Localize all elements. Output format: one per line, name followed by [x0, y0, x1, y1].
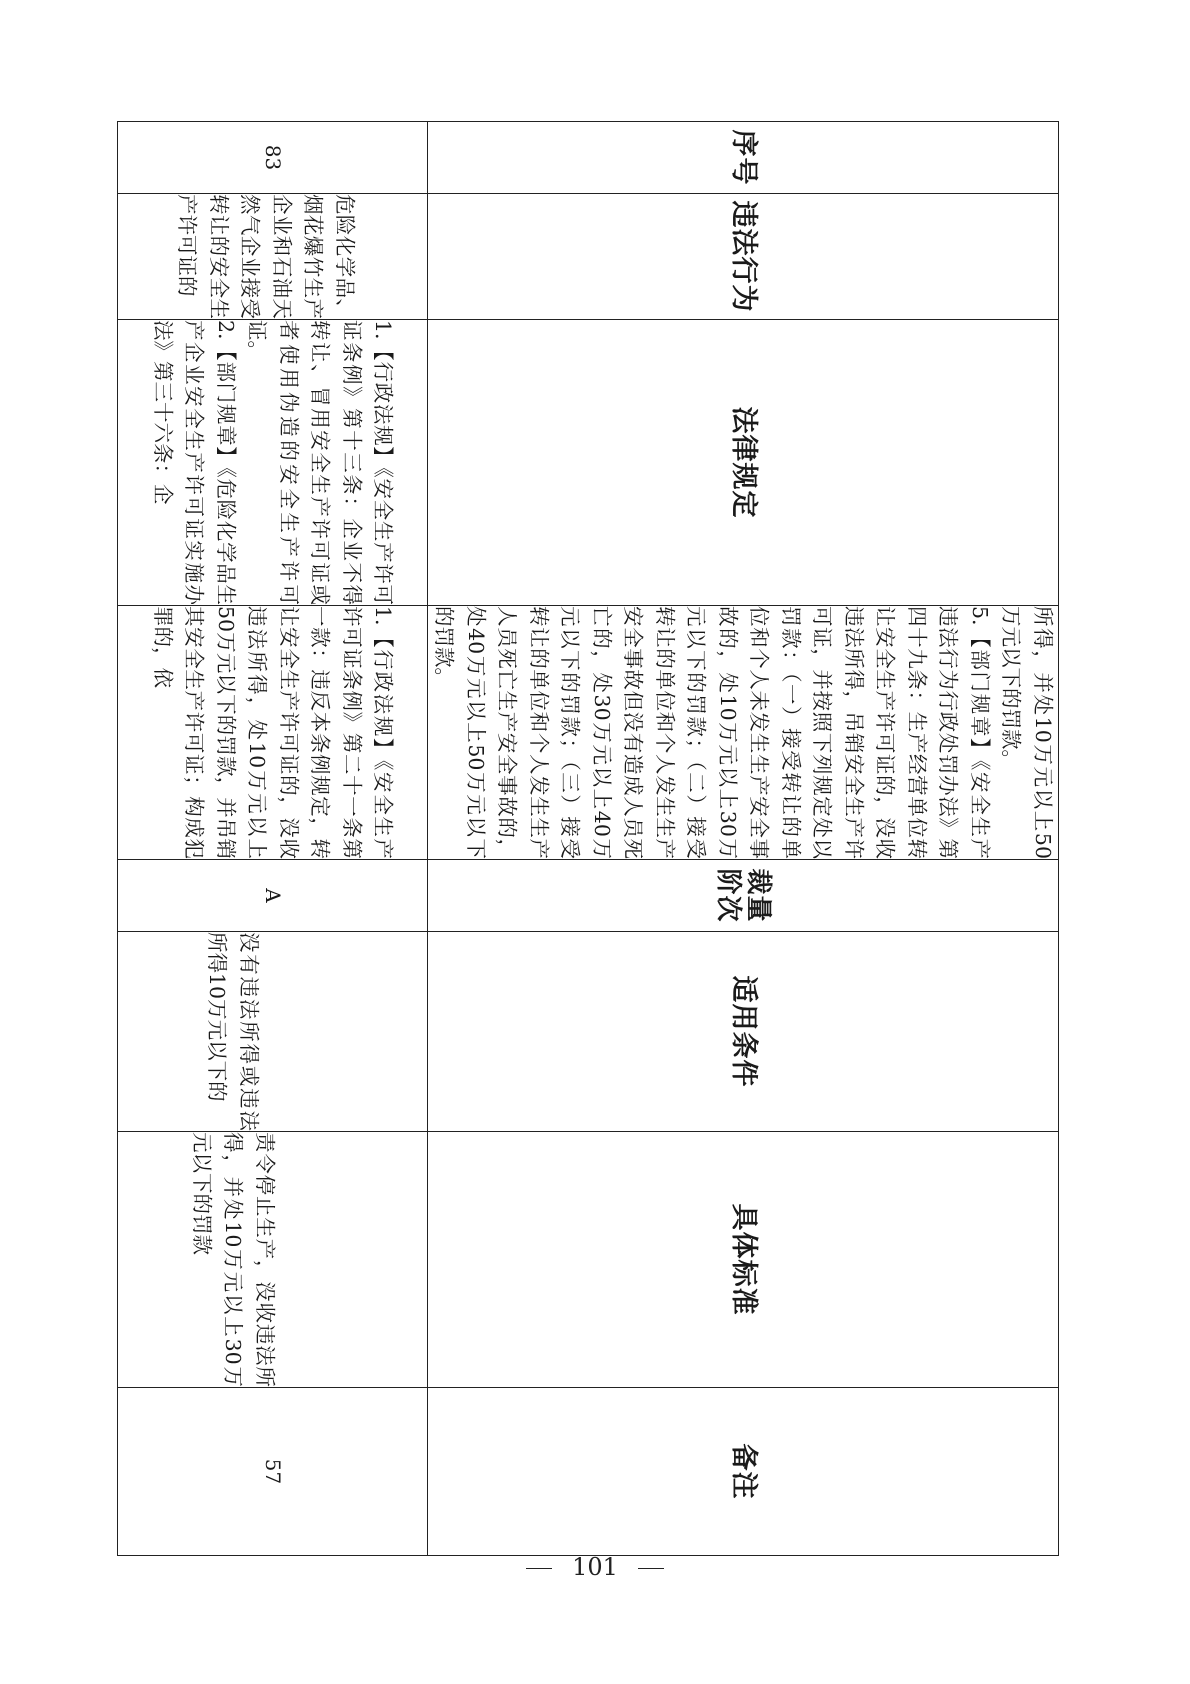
header-level-line2: 阶次 — [713, 868, 743, 923]
penalty-basis-continuation-text: 所得，并处10万元以上50万元以下的罚款。 5.【部门规章】《安全生产违法行为行政处罚办法》第四十九条：生产经营单位转让安全生产许可证的，没收违法所得，吊销安全生产许可证，并按照下列规定处以罚款：（一）接受转让的单位和个人未发生生产安全事故的，处10万元以上30万元以下的罚款；（二）接受转让的单位和个人发生生产安全事故但没有造成人员死亡的，处30万元以上40万元以下的罚款；（三）接受转让的单位和个人发生生产人员死亡生产安全事故的，处40万元以上50万元以下的罚款。 — [432, 606, 1055, 859]
page-number-text: 101 — [572, 1553, 618, 1581]
row-condition: 没有违法所得或违法所得10万元以下的 — [118, 932, 428, 1132]
header-level-line1: 裁量 — [743, 868, 773, 923]
row-standard: 责令停止生产，没收违法所得，并处10万元以上30万元以下的罚款 — [118, 1132, 428, 1388]
row-level: A — [118, 860, 428, 932]
header-condition: 适用条件 — [428, 932, 1059, 1132]
header-violation: 违法行为 — [428, 194, 1059, 320]
penalty-table — [117, 121, 1059, 1556]
header-level — [428, 860, 1059, 932]
header-remark: 备注 — [428, 1388, 1059, 1556]
table-row — [118, 122, 428, 1556]
row-law: 1.【行政法规】《安全生产许可证条例》第十三条：企业不得转让、冒用安全生产许可证或者使用伪造的安全生产许可证。 2.【部门规章】《危险化学品生产企业安全生产许可证实施办法》第三十六条：企 — [118, 320, 428, 606]
header-standard: 具体标准 — [428, 1132, 1059, 1388]
page-number-right-dash — [638, 1568, 664, 1569]
row-remark: 57 — [118, 1388, 428, 1556]
page-number — [0, 1553, 1190, 1581]
page-number-left-dash — [526, 1568, 552, 1569]
row-penalty-basis: 1.【行政法规】《安全生产许可证条例》第二十一条第一款：违反本条例规定，转让安全生产许可证的，没收违法所得，处10万元以上50万元以下的罚款，并吊销其安全生产许可证；构成犯罪的，依 — [118, 606, 428, 860]
row-violation: 危险化学品、烟花爆竹生产企业和石油天然气企业接受转让的安全生产许可证的 — [118, 194, 428, 320]
row-no: 83 — [118, 122, 428, 194]
header-law: 法律规定 — [428, 320, 1059, 606]
header-row — [428, 122, 1059, 1556]
header-no: 序号 — [428, 122, 1059, 194]
penalty-basis-continuation — [428, 606, 1059, 860]
rotated-table-stage — [125, 121, 1059, 1555]
